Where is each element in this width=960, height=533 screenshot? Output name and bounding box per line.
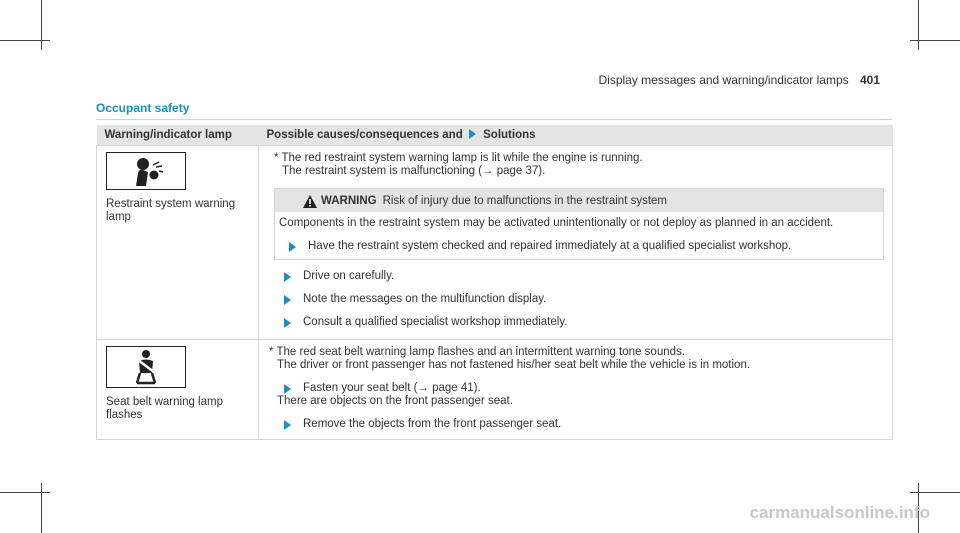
action-item: [274, 293, 884, 306]
page-number: 401: [859, 73, 880, 87]
warning-lamp-table: [96, 125, 893, 440]
crop-mark: [0, 40, 50, 41]
crop-mark: [41, 0, 42, 50]
lamp-label: Seat belt warning lamp flashes: [106, 396, 223, 421]
lamp-cell: [97, 340, 259, 440]
cause-text: The restraint system is malfunctioning (→ page 37).: [282, 165, 546, 177]
action-item: [274, 316, 884, 329]
bullet-arrow-icon: [284, 295, 291, 305]
warning-text: Components in the restraint system may be activated unintentionally or not deploy as planned in an accident.: [279, 217, 834, 229]
warning-title: WARNING: [321, 195, 377, 207]
note-text: There are objects on the front passenger seat.: [277, 395, 513, 407]
column-header-solutions-label: Solutions: [483, 129, 536, 141]
action-item: [269, 418, 884, 431]
table-row: [97, 146, 893, 340]
causes-cell: [259, 340, 893, 440]
action-item: [274, 270, 884, 283]
bullet-arrow-icon: [284, 420, 291, 430]
bullet-arrow-icon: [284, 318, 291, 328]
cause-text: * The red seat belt warning lamp flashes and an intermittent warning tone sounds.: [269, 346, 685, 358]
running-header: [599, 73, 881, 87]
section-divider: [96, 119, 892, 120]
action-text: Fasten your seat belt (→ page 41).: [303, 382, 481, 394]
action-text: Note the messages on the multifunction display.: [303, 293, 547, 305]
cause-text: * The red restraint system warning lamp is lit while the engine is running.: [274, 152, 643, 164]
crop-mark: [910, 492, 960, 493]
column-header-lamp: [97, 125, 259, 146]
column-header-causes: [259, 125, 893, 146]
warning-subtitle: Risk of injury due to malfunctions in the restraint system: [382, 195, 668, 207]
action-text: Consult a qualified specialist workshop immediately.: [303, 316, 568, 328]
running-title: Display messages and warning/indicator lamps: [598, 73, 849, 87]
warning-action-text: Have the restraint system checked and repaired immediately at a qualified specialist workshop.: [308, 240, 792, 252]
causes-cell: [259, 146, 893, 340]
column-header-lamp-label: Warning/indicator lamp: [104, 129, 232, 141]
table-header-row: [97, 125, 893, 146]
table-row: [97, 340, 893, 440]
seat-belt-icon: [106, 346, 186, 388]
crop-mark: [0, 492, 50, 493]
warning-action-item: [279, 240, 875, 253]
airbag-warning-icon: [106, 152, 186, 190]
cause-text: The driver or front passenger has not fastened his/her seat belt while the vehicle is in motion.: [277, 359, 751, 371]
action-text: Drive on carefully.: [303, 270, 395, 282]
crop-mark: [910, 40, 960, 41]
watermark: carmanualsonline.info: [749, 503, 930, 522]
bullet-arrow-icon: [289, 242, 296, 252]
solution-arrow-icon: [469, 129, 476, 139]
action-item: [269, 382, 884, 395]
lamp-label: Restraint system warning lamp: [106, 198, 236, 223]
section-title: Occupant safety: [96, 101, 190, 115]
crop-mark: [918, 0, 919, 50]
bullet-arrow-icon: [284, 272, 291, 282]
warning-box: [274, 188, 884, 260]
bullet-arrow-icon: [284, 384, 291, 394]
warning-triangle-icon: [303, 195, 317, 208]
action-text: Remove the objects from the front passenger seat.: [303, 418, 562, 430]
column-header-causes-label: Possible causes/consequences and: [266, 129, 463, 141]
warning-header: [275, 189, 883, 212]
lamp-cell: [97, 146, 259, 340]
crop-mark: [41, 483, 42, 533]
